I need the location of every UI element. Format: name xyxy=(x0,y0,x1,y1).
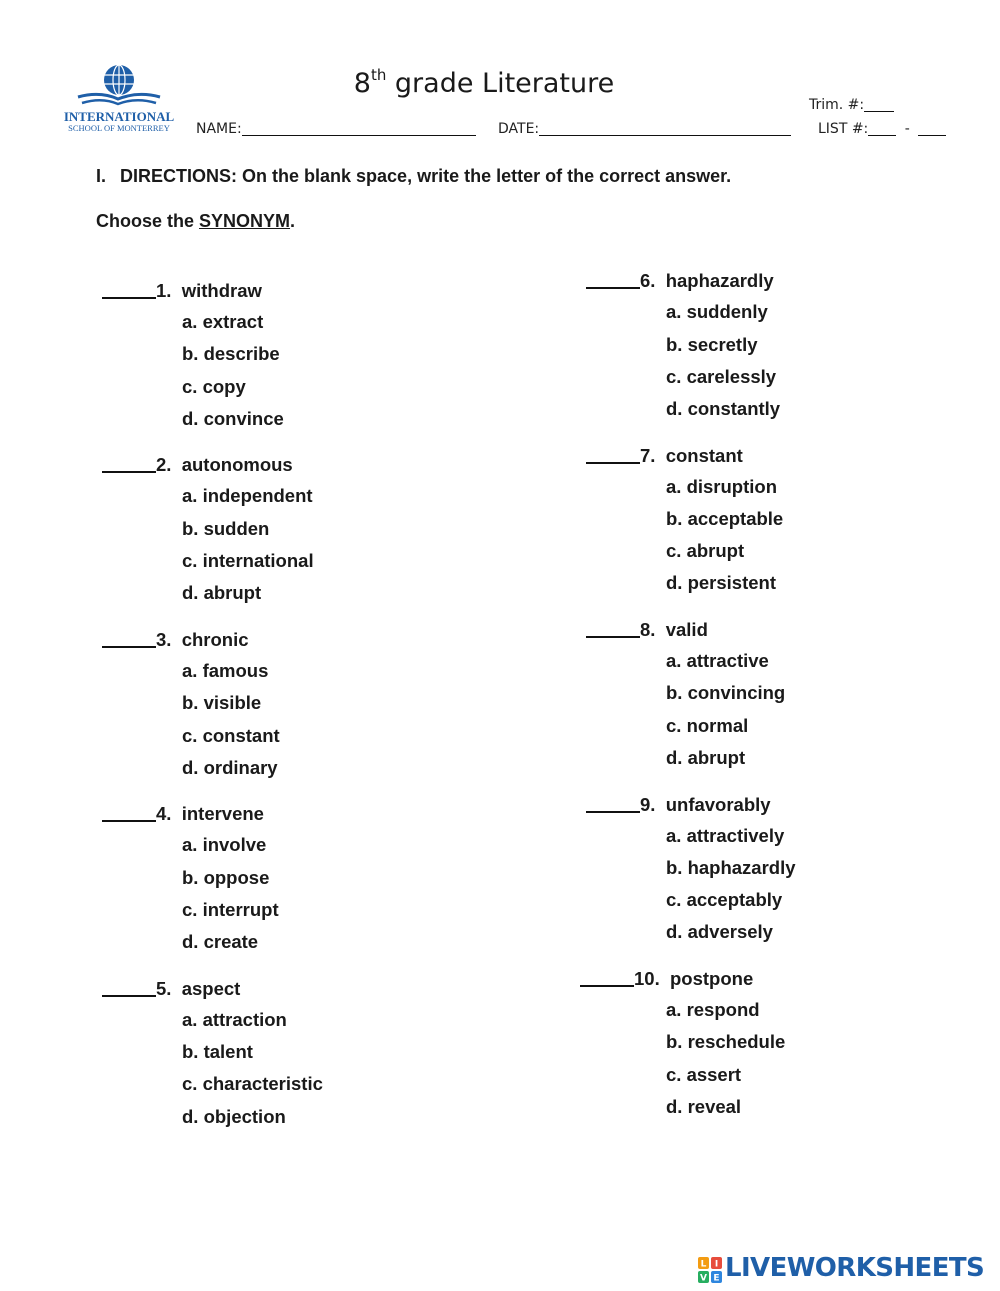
logo-line1: INTERNATIONAL xyxy=(63,109,175,124)
option-8d[interactable]: d. abrupt xyxy=(666,747,746,768)
option-6c[interactable]: c. carelessly xyxy=(666,366,777,387)
answer-blank-4[interactable] xyxy=(102,802,156,822)
question-6 xyxy=(586,269,774,292)
question-word: autonomous xyxy=(181,454,293,475)
answer-blank-2[interactable] xyxy=(102,453,156,473)
date-blank[interactable] xyxy=(539,121,791,136)
question-3 xyxy=(102,628,249,651)
question-number: 8. xyxy=(640,619,656,640)
question-2 xyxy=(102,453,293,476)
option-5b[interactable]: b. talent xyxy=(182,1041,253,1062)
question-word: postpone xyxy=(670,968,754,989)
question-1 xyxy=(102,279,262,302)
option-7d[interactable]: d. persistent xyxy=(666,572,776,593)
answer-blank-9[interactable] xyxy=(586,793,640,813)
question-number: 9. xyxy=(640,794,656,815)
trim-blank[interactable] xyxy=(864,97,894,112)
title-number: 8 xyxy=(353,68,371,99)
question-number: 10. xyxy=(634,968,660,989)
option-2c[interactable]: c. international xyxy=(182,550,314,571)
question-word: valid xyxy=(665,619,708,640)
option-4c[interactable]: c. interrupt xyxy=(182,899,279,920)
option-8c[interactable]: c. normal xyxy=(666,715,749,736)
question-10 xyxy=(580,967,753,990)
question-word: withdraw xyxy=(181,280,262,301)
question-9 xyxy=(586,793,771,816)
choose-suffix: . xyxy=(290,211,296,231)
question-number: 4. xyxy=(156,803,172,824)
option-7a[interactable]: a. disruption xyxy=(666,476,777,497)
question-number: 7. xyxy=(640,445,656,466)
brand-letter-l: L xyxy=(700,1259,707,1270)
option-5a[interactable]: a. attraction xyxy=(182,1009,287,1030)
question-word: intervene xyxy=(181,803,264,824)
option-3c[interactable]: c. constant xyxy=(182,725,280,746)
question-number: 6. xyxy=(640,270,656,291)
question-7 xyxy=(586,444,743,467)
option-7b[interactable]: b. acceptable xyxy=(666,508,784,529)
question-number: 5. xyxy=(156,978,172,999)
option-9a[interactable]: a. attractively xyxy=(666,825,785,846)
trim-field xyxy=(809,97,894,113)
name-label: NAME: xyxy=(196,121,242,137)
question-number: 2. xyxy=(156,454,172,475)
answer-blank-10[interactable] xyxy=(580,967,634,987)
list-label: LIST #: xyxy=(818,121,869,137)
option-10d[interactable]: d. reveal xyxy=(666,1096,742,1117)
option-10b[interactable]: b. reschedule xyxy=(666,1031,786,1052)
date-field xyxy=(498,121,791,137)
option-9b[interactable]: b. haphazardly xyxy=(666,857,796,878)
choose-prefix: Choose the xyxy=(96,211,200,231)
question-number: 3. xyxy=(156,629,172,650)
choose-instruction xyxy=(96,211,295,232)
option-5d[interactable]: d. objection xyxy=(182,1106,286,1127)
logo-line2: SCHOOL OF MONTERREY xyxy=(68,123,170,133)
title-text: grade Literature xyxy=(386,68,615,99)
option-7c[interactable]: c. abrupt xyxy=(666,540,745,561)
question-word: haphazardly xyxy=(665,270,774,291)
answer-blank-1[interactable] xyxy=(102,279,156,299)
option-9c[interactable]: c. acceptably xyxy=(666,889,783,910)
page-title xyxy=(0,66,968,99)
answer-blank-7[interactable] xyxy=(586,444,640,464)
name-field xyxy=(196,121,476,137)
option-4b[interactable]: b. oppose xyxy=(182,867,270,888)
question-8 xyxy=(586,618,708,641)
directions-numeral: I. xyxy=(96,166,107,186)
directions xyxy=(96,166,731,187)
trim-label: Trim. #: xyxy=(809,97,865,113)
brand-text: LIVEWORKSHEETS xyxy=(725,1253,985,1283)
option-5c[interactable]: c. characteristic xyxy=(182,1073,323,1094)
question-5 xyxy=(102,977,240,1000)
brand-letter-i: I xyxy=(714,1259,719,1270)
answer-blank-6[interactable] xyxy=(586,269,640,289)
answer-blank-3[interactable] xyxy=(102,628,156,648)
option-10c[interactable]: c. assert xyxy=(666,1064,742,1085)
option-9d[interactable]: d. adversely xyxy=(666,921,773,942)
option-3a[interactable]: a. famous xyxy=(182,660,269,681)
question-word: constant xyxy=(665,445,743,466)
option-6a[interactable]: a. suddenly xyxy=(666,301,768,322)
option-2b[interactable]: b. sudden xyxy=(182,518,270,539)
question-word: unfavorably xyxy=(665,794,771,815)
option-3b[interactable]: b. visible xyxy=(182,692,262,713)
list-blank-1[interactable] xyxy=(868,121,896,136)
option-10a[interactable]: a. respond xyxy=(666,999,760,1020)
choose-word: SYNONYM xyxy=(199,211,291,231)
option-2d[interactable]: d. abrupt xyxy=(182,582,262,603)
option-1d[interactable]: d. convince xyxy=(182,408,284,429)
option-8b[interactable]: b. convincing xyxy=(666,682,786,703)
live-blocks-icon xyxy=(697,1256,723,1284)
option-3d[interactable]: d. ordinary xyxy=(182,757,278,778)
option-4d[interactable]: d. create xyxy=(182,931,259,952)
option-1c[interactable]: c. copy xyxy=(182,376,246,397)
option-6b[interactable]: b. secretly xyxy=(666,334,758,355)
answer-blank-5[interactable] xyxy=(102,977,156,997)
list-blank-2[interactable] xyxy=(918,121,946,136)
brand-letter-e: E xyxy=(713,1273,720,1284)
option-4a[interactable]: a. involve xyxy=(182,834,267,855)
option-1b[interactable]: b. describe xyxy=(182,343,280,364)
brand-letter-v: V xyxy=(700,1273,707,1284)
name-blank[interactable] xyxy=(242,121,476,136)
date-label: DATE: xyxy=(498,121,540,137)
question-4 xyxy=(102,802,264,825)
list-separator: - xyxy=(904,121,910,137)
title-superscript: th xyxy=(370,66,387,84)
question-word: chronic xyxy=(181,629,249,650)
option-1a[interactable]: a. extract xyxy=(182,311,264,332)
list-field xyxy=(818,121,946,137)
directions-text: DIRECTIONS: On the blank space, write the letter of the correct answer. xyxy=(120,166,732,186)
option-8a[interactable]: a. attractive xyxy=(666,650,769,671)
option-6d[interactable]: d. constantly xyxy=(666,398,781,419)
option-2a[interactable]: a. independent xyxy=(182,485,313,506)
answer-blank-8[interactable] xyxy=(586,618,640,638)
question-number: 1. xyxy=(156,280,172,301)
question-word: aspect xyxy=(181,978,241,999)
